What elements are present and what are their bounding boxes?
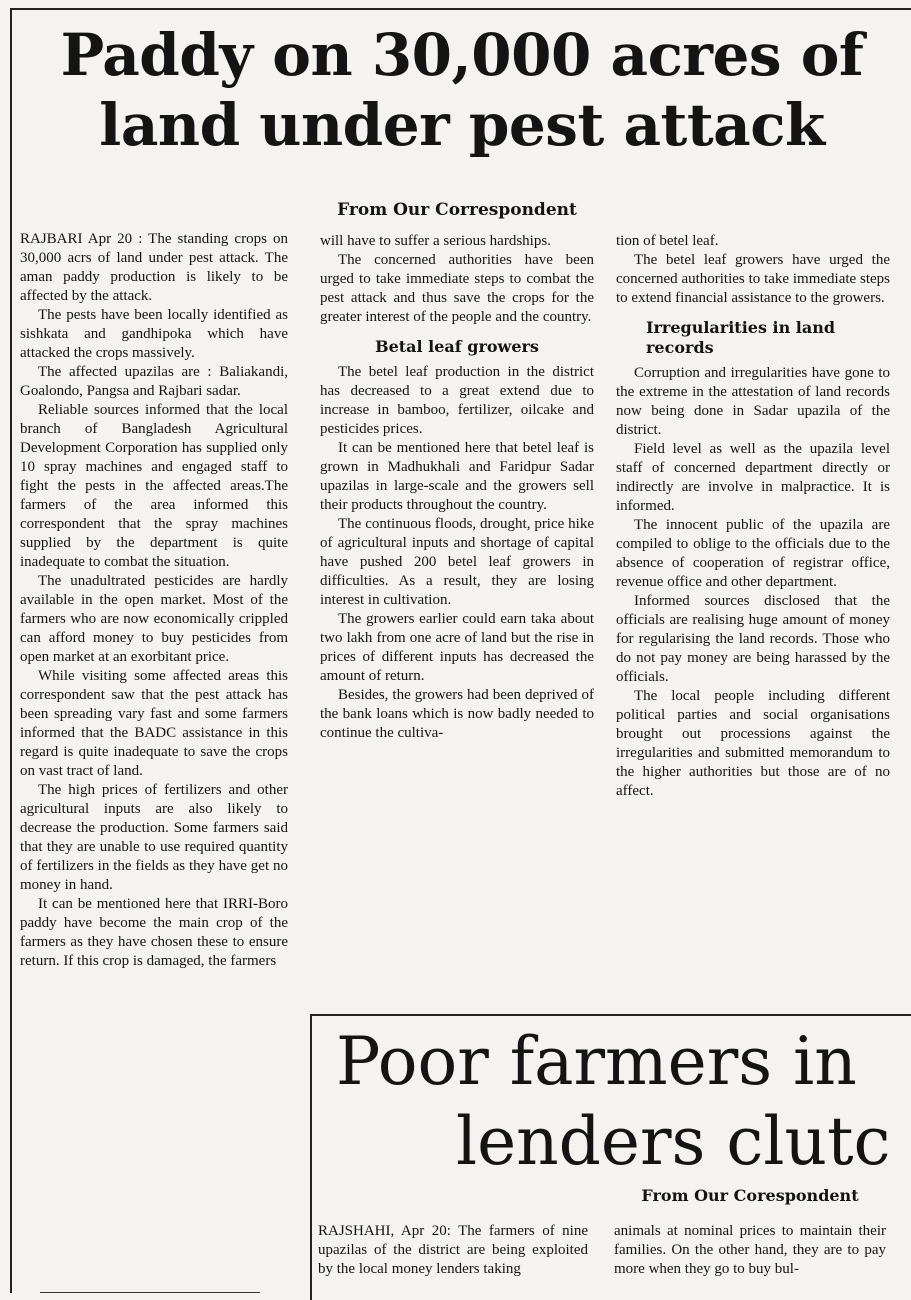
second-story-left-border [310, 1014, 312, 1300]
subheading-land-records: Irregularities in land records [646, 318, 836, 357]
second-byline: From Our Corespondent [641, 1186, 859, 1205]
paragraph: The affected upazilas are : Baliakandi, Goalondo, Pangsa and Rajbari sadar. [20, 364, 288, 399]
column-end-rule [40, 1292, 260, 1293]
second-headline-line-2: lenders clutc [456, 1103, 891, 1180]
main-headline: Paddy on 30,000 acres of land under pest attack [60, 21, 864, 159]
paragraph: It can be mentioned here that betel leaf is grown in Madhukhali and Faridpur Sadar upazilas in large-scale and the growers sell their products throughout the country. [320, 440, 594, 513]
paragraph: will have to suffer a serious hardships. [320, 233, 551, 249]
paragraph: The growers earlier could earn taka about two lakh from one acre of land but the rise in prices of different inputs has decreased the amount of return. [320, 611, 594, 684]
paragraph: RAJBARI Apr 20 : The standing crops on 30,000 acrs of land under pest attack. The aman paddy production is likely to be affected by the attack. [20, 231, 288, 304]
article-column-1 [20, 230, 288, 1282]
paragraph: The betel leaf production in the district has decreased to a great extend due to increase in bamboo, fertilizer, oilcake and pesticides prices. [320, 364, 594, 437]
second-story-top-border [310, 1014, 911, 1016]
paragraph: The unadultrated pesticides are hardly available in the open market. Most of the farmers who are now economically crippled can afford money to buy pesticides from open market at an exorbitant price. [20, 573, 288, 665]
second-story-column-1 [318, 1222, 588, 1300]
paragraph: The local people including different political parties and social organisations brought out processions against the irregularities and submitted memorandum to the higher authorities but those are of no affect. [616, 688, 890, 799]
paragraph: The innocent public of the upazila are compiled to oblige to the officials due to the absence of cooperation of registrar office, revenue office and other department. [616, 517, 890, 590]
paragraph: It can be mentioned here that IRRI-Boro paddy have become the main crop of the farmers as they have chosen these to ensure return. If this crop is damaged, the farmers [20, 896, 288, 969]
article-column-3 [616, 232, 890, 1007]
subheading-betel-leaf: Betal leaf growers [375, 337, 539, 356]
top-border [10, 8, 911, 10]
paragraph: tion of betel leaf. [616, 233, 719, 249]
paragraph: animals at nominal prices to maintain their families. On the other hand, they are to pay more when they go to buy bul- [614, 1223, 886, 1277]
paragraph: The betel leaf growers have urged the concerned authorities to take immediate steps to extend financial assistance to the growers. [616, 252, 890, 306]
paragraph: The concerned authorities have been urged to take immediate steps to combat the pest attack and thus save the crops for the greater interest of the people and the country. [320, 252, 594, 325]
second-headline [320, 1022, 911, 1187]
second-story-column-2 [614, 1222, 886, 1300]
byline: From Our Correspondent [337, 200, 577, 220]
paragraph: The high prices of fertilizers and other agricultural inputs are also likely to decrease the production. Some farmers said that they are unable to use required quantity of fertilizers in the fields as they have get no money in hand. [20, 782, 288, 893]
paragraph: Reliable sources informed that the local branch of Bangladesh Agricultural Development Corporation has supplied only 10 spray machines and engaged staff to fight the pests in the affected areas.The farmers of the area informed this correspondent that the spray machines supplied by the department is quite inadequate to combat the situation. [20, 402, 288, 570]
second-headline-line-1: Poor farmers in [336, 1023, 857, 1100]
left-border [10, 8, 12, 1293]
paragraph: The pests have been locally identified as sishkata and gandhipoka which have attacked the crops massively. [20, 307, 288, 361]
paragraph: Informed sources disclosed that the officials are realising huge amount of money for regularising the land records. Those who do not pay money are being harassed by the officials. [616, 593, 890, 685]
paragraph: The continuous floods, drought, price hike of agricultural inputs and shortage of capital have pushed 200 betel leaf growers in difficulties. As a result, they are losing interest in cultivation. [320, 516, 594, 608]
paragraph: Field level as well as the upazila level staff of concerned department directly or indirectly are involve in malpractice. It is informed. [616, 441, 890, 514]
paragraph: RAJSHAHI, Apr 20: The farmers of nine upazilas of the district are being exploited by the local money lenders taking [318, 1223, 588, 1277]
paragraph: Corruption and irregularities have gone to the extreme in the attestation of land records now being done in Sadar upazila of the district. [616, 365, 890, 438]
paragraph: While visiting some affected areas this correspondent saw that the pest attack has been spreading vary fast and some farmers informed that the BADC assistance in this regard is quite inadequate to save the crops on vast tract of land. [20, 668, 288, 779]
paragraph: Besides, the growers had been deprived of the bank loans which is now badly needed to continue the cultiva- [320, 687, 594, 741]
article-column-2 [320, 232, 594, 1010]
